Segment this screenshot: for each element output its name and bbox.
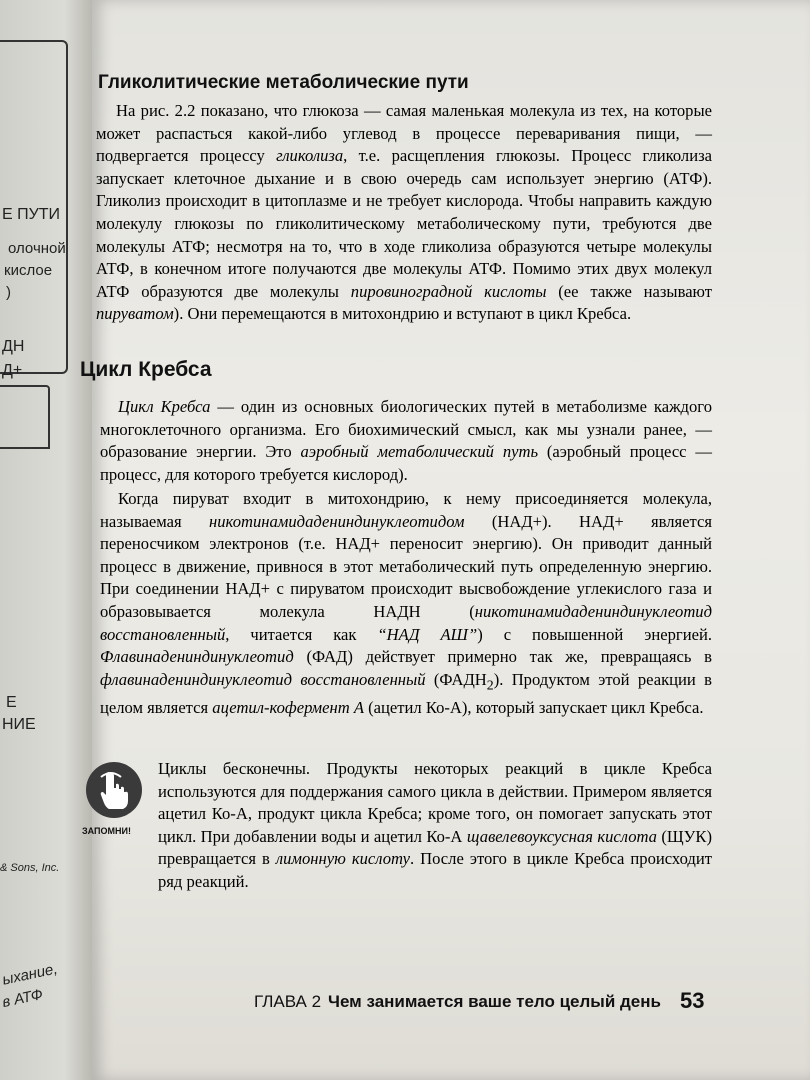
- krebs-paragraph-1: Цикл Кребса — один из основных биологических путей в метаболизме каждого многоклеточного организма. Его биохимический смысл, как мы узнали ранее, — образование энергии. Это аэробный метаболический путь (аэробный процесс — процесс, для которого требуется кислород).: [100, 397, 712, 484]
- diagram-box: [0, 385, 50, 449]
- remember-badge: [86, 762, 142, 818]
- book-page: [80, 0, 810, 1080]
- glycolysis-paragraph: На рис. 2.2 показано, что глюкоза — самая маленькая молекула из тех, на которые может распасться какой-либо углевод в процессе переваривания пищи, — подвергается процессу гликолиза, т.е. расщепления глюкозы. Процесс гликолиза запускает клеточное дыхание и в свою очередь сам использует энергию (АТФ). Гликолиз происходит в цитоплазме и не требует кислорода. Чтобы направить каждую молекулу глюкозы по гликолитическому метаболическому пути, требуются две молекулы АТФ; несмотря на то, что в ходе гликолиза образуются четыре молекулы АТФ, в конечном итоге получаются две молекулы АТФ. Помимо этих двух молекул АТФ образуются две молекулы пировиноградной кислоты (ее также называют пируватом). Они перемещаются в митохондрию и вступают в цикл Кребса.: [96, 101, 712, 324]
- facing-label: Е: [6, 694, 17, 711]
- facing-label: в АТФ: [0, 985, 45, 1012]
- pointing-finger-icon: [97, 771, 131, 809]
- chapter-title: Чем занимается ваше тело целый день: [328, 992, 661, 1011]
- facing-label: Д+: [2, 362, 23, 379]
- remember-label: ЗАПОМНИ!: [82, 826, 131, 836]
- page-number: 53: [680, 988, 705, 1013]
- section-heading-krebs: Цикл Кребса: [80, 358, 212, 381]
- facing-label: ыхание,: [0, 960, 59, 989]
- facing-label: Е ПУТИ: [2, 206, 61, 223]
- facing-page: [0, 0, 92, 1080]
- facing-label: кислое: [4, 262, 53, 279]
- facing-credit: & Sons, Inc.: [0, 862, 60, 874]
- note-paragraph: Циклы бесконечны. Продукты некоторых реакций в цикле Кребса используются для поддержания самого цикла в действии. Примером является ацетил Ко-А, продукт цикла Кребса; кроме того, он помогает запускать этот цикл. При добавлении воды и ацетил Ко-А щавелевоуксусная кислота (ЩУК) превращается в лимонную кислоту. После этого в цикле Кребса происходит ряд реакций.: [158, 759, 713, 891]
- chapter-label: ГЛАВА 2: [254, 992, 322, 1011]
- facing-label: олочной: [8, 240, 66, 257]
- section-heading-glycolysis: Гликолитические метаболические пути: [98, 72, 469, 93]
- facing-label: ДН: [2, 338, 25, 355]
- facing-label: НИЕ: [2, 716, 36, 733]
- krebs-paragraph-2: Когда пируват входит в митохондрию, к нему присоединяется молекула, называемая никотинамидадениндинуклеотидом (НАД+). НАД+ является переносчиком электронов (т.е. НАД+ переносит энергию). Он приводит данный процесс в движение, привнося в этот метаболический путь определенную энергию. При соединении НАД+ с пируватом происходит высвобождение углекислого газа и образовывается молекула НАДН (никотинамидадениндинуклеотид восстановленный, читается как “НАД АШ”) с повышенной энергией. Флавинадениндинуклеотид (ФАД) действует примерно так же, превращаясь в флавинадениндинуклеотид восстановленный $(ФАДН_2)$. Продуктом этой реакции в целом является ацетил-кофермент А (ацетил Ко-А), который запускает цикл Кребса.: [100, 489, 713, 717]
- facing-label: ): [6, 284, 11, 301]
